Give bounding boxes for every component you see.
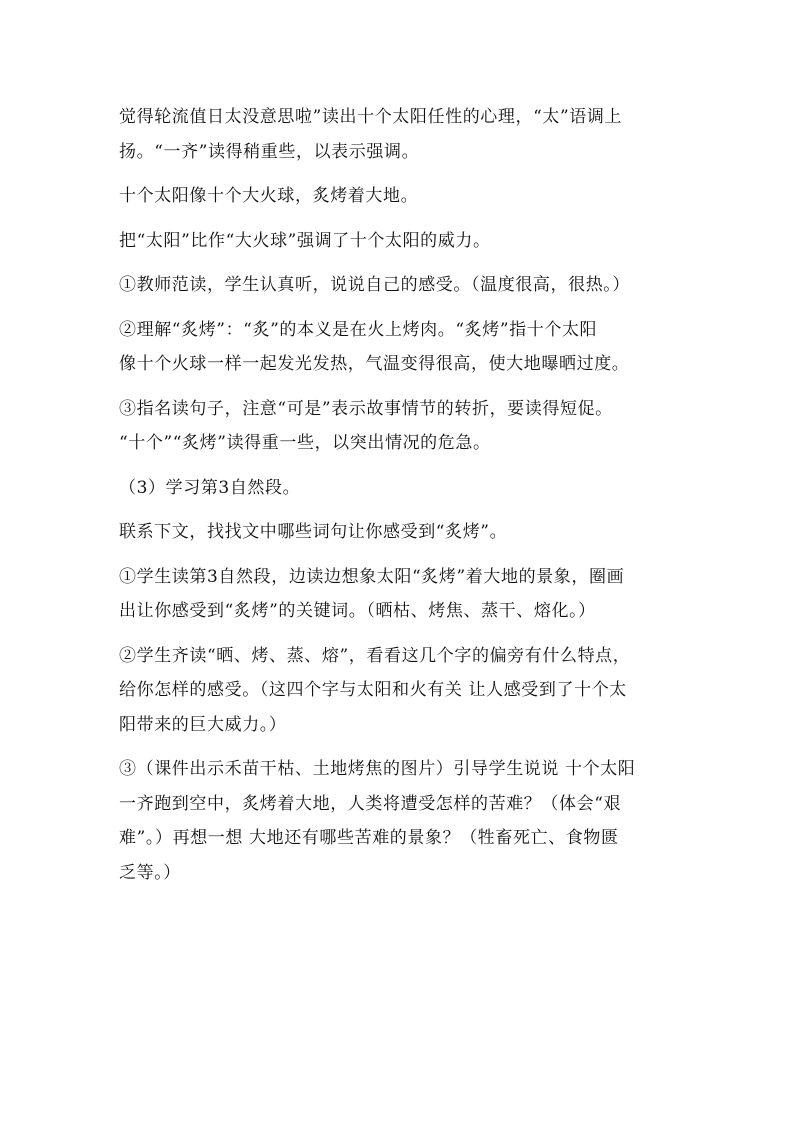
- text-line: 把“太阳”比作“大火球”强调了十个太阳的威力。: [119, 230, 491, 251]
- section-heading: [119, 471, 689, 506]
- paragraph-10: [119, 639, 689, 743]
- text-line: 一齐跑到空中，炙烤着大地，人类将遭受怎样的苦难？（体会“艰: [119, 793, 622, 814]
- text-line: 给你怎样的感受。（这四个字与太阳和火有关 让人感受到了十个太: [119, 680, 627, 700]
- text-line: ②理解“炙烤”：“炙”的本义是在火上烤肉。“炙烤”指十个太阳: [119, 319, 598, 340]
- text-line: （3）学习第3自然段。: [119, 477, 301, 498]
- text-line: 觉得轮流值日太没意思啦”读出十个太阳任性的心理，“太”语调上: [119, 107, 623, 127]
- text-line: 出让你感受到“炙烤”的关键词。（晒枯、烤焦、蒸干、熔化。）: [119, 601, 596, 621]
- paragraph-3: [119, 224, 689, 259]
- paragraph-1: [119, 100, 689, 169]
- paragraph-6: [119, 392, 689, 461]
- paragraph-11: [119, 752, 689, 890]
- text-line: ③指名读句子，注意“可是”表示故事情节的转折，要读得短促。: [119, 398, 613, 419]
- paragraph-8: [119, 515, 689, 550]
- paragraph-9: [119, 560, 689, 629]
- paragraph-5: [119, 313, 689, 382]
- text-line: ③（课件出示禾苗干枯、土地烤焦的图片）引导学生说说 十个太阳: [119, 759, 636, 779]
- text-line: 联系下文，找找文中哪些词句让你感受到“炙烤”。: [119, 522, 508, 542]
- text-line: 乏等。）: [119, 862, 181, 883]
- document-body: [119, 100, 689, 900]
- text-line: ①教师范读，学生认真听，说说自己的感受。（温度很高，很热。）: [119, 275, 630, 295]
- paragraph-2: [119, 179, 689, 214]
- text-line: 阳带来的巨大威力。）: [119, 714, 287, 735]
- text-line: ②学生齐读“晒、烤、蒸、熔”，看看这几个字的偏旁有什么特点，: [119, 645, 631, 666]
- text-line: 难”。）再想一想 大地还有哪些苦难的景象？（牲畜死亡、食物匮: [119, 828, 619, 848]
- text-line: 像十个火球一样一起发光发热，气温变得很高，使大地曝晒过度。: [119, 354, 630, 374]
- text-line: ①学生读第3自然段，边读边想象太阳“炙烤”着大地的景象，圈画: [119, 566, 625, 587]
- text-line: 十个太阳像十个大火球，炙烤着大地。: [119, 186, 419, 206]
- paragraph-4: [119, 268, 689, 303]
- text-line: 扬。“一齐”读得稍重些，以表示强调。: [119, 141, 420, 162]
- text-line: “十个”“炙烤”读得重一些，以突出情况的危急。: [119, 433, 491, 453]
